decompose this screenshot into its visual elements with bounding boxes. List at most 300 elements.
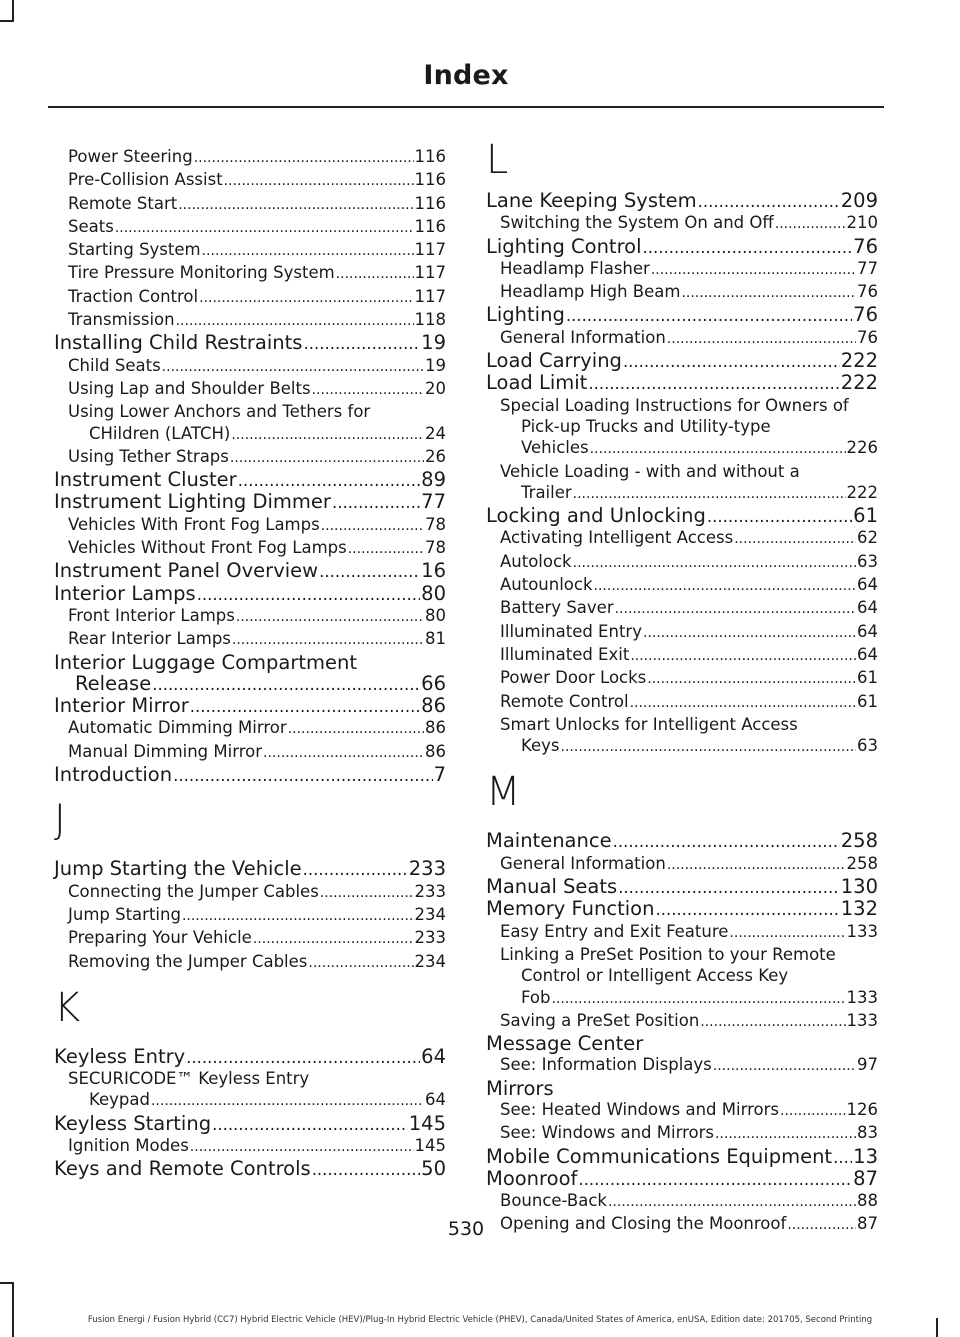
dot-leader xyxy=(630,693,856,714)
dot-leader xyxy=(236,607,424,628)
entry-label: Instrument Cluster xyxy=(54,468,237,492)
crop-mark-bottom-left-v xyxy=(12,1282,14,1337)
entry-page-number: 133 xyxy=(846,1010,878,1030)
entry-label: Keyless Starting xyxy=(54,1111,212,1135)
entry-label: Instrument Lighting Dimmer xyxy=(54,490,331,514)
index-entry[interactable] xyxy=(54,695,446,717)
entry-page-number: 145 xyxy=(408,1111,446,1135)
index-entry[interactable] xyxy=(486,898,878,920)
entry-page-number: 86 xyxy=(421,694,446,718)
entry-page-number: 26 xyxy=(425,446,446,466)
entry-label: Automatic Dimming Mirror xyxy=(68,718,287,738)
document-footer: Fusion Energi / Fusion Hybrid (CC7) Hybrid Electric Vehicle (HEV)/Plug-In Hybrid Electric Vehicle (PHEV), Canada/United States of America, enUSA, Edition date: 201705, Second Printing xyxy=(87,1315,873,1325)
entry-page-number: 80 xyxy=(421,581,446,605)
dot-leader xyxy=(190,696,420,717)
index-subentry[interactable] xyxy=(54,169,446,192)
entry-page-number: 234 xyxy=(414,951,446,971)
entry-label: Power Steering xyxy=(68,147,193,166)
dot-leader xyxy=(643,623,856,644)
page-title: Index xyxy=(423,60,509,91)
entry-label: Keys and Remote Controls xyxy=(54,1157,311,1181)
entry-label: Front Interior Lamps xyxy=(68,605,235,625)
entry-label: Keyless Entry xyxy=(54,1044,186,1068)
entry-page-number: 233 xyxy=(414,881,446,901)
dot-leader xyxy=(173,765,432,786)
index-section-letter: M xyxy=(486,769,521,816)
index-entry[interactable] xyxy=(54,764,446,786)
entry-label: See: Windows and Mirrors xyxy=(500,1123,714,1143)
dot-leader xyxy=(618,877,840,898)
entry-label: Manual Seats xyxy=(486,875,618,899)
index-subentry[interactable] xyxy=(54,262,446,285)
dot-leader xyxy=(199,288,413,309)
entry-label: Remote Start xyxy=(68,193,178,213)
index-subentry[interactable] xyxy=(486,1190,878,1213)
entry-page-number: 116 xyxy=(414,147,446,166)
entry-page-number: 78 xyxy=(425,538,446,558)
dot-leader xyxy=(303,333,420,354)
dot-leader xyxy=(707,506,852,527)
entry-page-number: 126 xyxy=(846,1099,878,1119)
index-subentry[interactable] xyxy=(486,482,878,505)
index-subentry[interactable] xyxy=(54,146,446,169)
index-subentry[interactable] xyxy=(54,423,446,446)
entry-page-number: 87 xyxy=(857,1214,878,1234)
index-subentry[interactable] xyxy=(54,1089,446,1112)
entry-label: Pre-Collision Assist xyxy=(68,170,223,190)
dot-leader xyxy=(162,357,424,378)
dot-leader xyxy=(303,859,408,880)
index-subentry[interactable] xyxy=(54,378,446,401)
entry-page-number: 64 xyxy=(857,598,878,618)
dot-leader xyxy=(253,929,414,950)
entry-page-number: 117 xyxy=(414,263,446,283)
dot-leader xyxy=(332,492,420,513)
index-entry[interactable] xyxy=(54,858,446,880)
entry-label: Load Limit xyxy=(486,371,588,395)
index-subentry[interactable] xyxy=(54,741,446,764)
dot-leader xyxy=(288,719,424,740)
dot-leader xyxy=(230,448,424,469)
entry-page-number: 130 xyxy=(840,875,878,899)
index-subentry[interactable] xyxy=(486,1010,878,1033)
entry-page-number: 86 xyxy=(425,741,446,761)
entry-label: Vehicles xyxy=(521,438,589,458)
index-heading-line: Using Lower Anchors and Tethers for xyxy=(68,402,371,422)
index-heading-line: Message Center xyxy=(486,1032,644,1056)
index-subentry[interactable] xyxy=(486,735,878,758)
entry-label: Rear Interior Lamps xyxy=(68,629,231,649)
index-subentry[interactable] xyxy=(54,193,446,216)
dot-leader xyxy=(667,855,846,876)
entry-label: Headlamp Flasher xyxy=(500,258,650,278)
index-subentry[interactable] xyxy=(486,1054,878,1077)
entry-page-number: 133 xyxy=(846,921,878,941)
entry-page-number: 61 xyxy=(857,691,878,711)
entry-label: Lighting Control xyxy=(486,234,642,258)
header-rule xyxy=(48,106,884,108)
entry-page-number: 19 xyxy=(425,355,446,375)
index-subentry[interactable] xyxy=(54,717,446,740)
dot-leader xyxy=(700,1012,845,1033)
index-heading-line: Linking a PreSet Position to your Remote xyxy=(500,944,836,964)
index-heading-line: Control or Intelligent Access Key xyxy=(521,966,789,986)
dot-leader xyxy=(152,674,420,695)
crop-mark-top-left-h xyxy=(0,20,14,22)
index-subentry[interactable] xyxy=(54,605,446,628)
dot-leader xyxy=(308,953,413,974)
entry-label: Release xyxy=(75,671,152,695)
index-entry[interactable] xyxy=(54,491,446,513)
entry-page-number: 210 xyxy=(846,213,878,233)
dot-leader xyxy=(320,883,414,904)
entry-page-number: 77 xyxy=(857,258,878,278)
entry-page-number: 13 xyxy=(853,1144,878,1168)
entry-label: Transmission xyxy=(68,310,175,330)
entry-page-number: 83 xyxy=(857,1123,878,1143)
index-subentry[interactable] xyxy=(54,309,446,332)
dot-leader xyxy=(573,553,856,574)
entry-label: Child Seats xyxy=(68,355,161,375)
entry-label: See: Information Displays xyxy=(500,1055,712,1075)
entry-label: Instrument Panel Overview xyxy=(54,559,319,583)
entry-label: Fob xyxy=(521,987,551,1007)
entry-label: Jump Starting the Vehicle xyxy=(54,857,302,881)
dot-leader xyxy=(186,1047,420,1068)
dot-leader xyxy=(561,737,856,758)
entry-page-number: 89 xyxy=(421,468,446,492)
index-entry[interactable] xyxy=(486,190,878,212)
entry-label: Autolock xyxy=(500,551,572,571)
entry-page-number: 76 xyxy=(857,327,878,347)
dot-leader xyxy=(615,599,856,620)
entry-label: Introduction xyxy=(54,763,173,787)
index-subentry[interactable] xyxy=(54,628,446,651)
dot-leader xyxy=(578,1169,852,1190)
dot-leader xyxy=(780,1101,846,1122)
entry-page-number: 116 xyxy=(414,170,446,190)
entry-page-number: 76 xyxy=(853,234,878,258)
dot-leader xyxy=(224,171,414,192)
index-subentry[interactable] xyxy=(486,987,878,1010)
entry-page-number: 258 xyxy=(846,853,878,873)
entry-page-number: 116 xyxy=(414,193,446,213)
entry-page-number: 116 xyxy=(414,216,446,236)
entry-label: Load Carrying xyxy=(486,349,622,373)
index-subentry[interactable] xyxy=(486,551,878,574)
dot-leader xyxy=(151,1091,424,1112)
dot-leader xyxy=(231,425,424,446)
entry-page-number: 64 xyxy=(857,644,878,664)
index-subentry[interactable] xyxy=(486,621,878,644)
index-subentry[interactable] xyxy=(54,1135,446,1158)
index-heading-line: Special Loading Instructions for Owners of xyxy=(500,395,849,415)
dot-leader xyxy=(698,191,840,212)
index-entry[interactable] xyxy=(486,505,878,527)
entry-label: Bounce-Back xyxy=(500,1191,607,1211)
entry-page-number: 233 xyxy=(408,857,446,881)
dot-leader xyxy=(734,529,856,550)
index-entry[interactable] xyxy=(486,236,878,258)
entry-label: Moonroof xyxy=(486,1166,578,1190)
dot-leader xyxy=(588,373,839,394)
index-subentry[interactable] xyxy=(54,216,446,239)
dot-leader xyxy=(613,831,840,852)
index-subentry[interactable] xyxy=(54,927,446,950)
dot-leader xyxy=(190,1137,414,1158)
entry-page-number: 63 xyxy=(857,736,878,756)
dot-leader xyxy=(312,380,424,401)
entry-label: Using Lap and Shoulder Belts xyxy=(68,378,311,398)
index-subentry[interactable] xyxy=(54,514,446,537)
entry-label: Manual Dimming Mirror xyxy=(68,741,263,761)
entry-label: General Information xyxy=(500,853,666,873)
dot-leader xyxy=(321,516,424,537)
page-number: 530 xyxy=(447,1218,485,1240)
dot-leader xyxy=(729,923,845,944)
entry-label: Interior Lamps xyxy=(54,581,196,605)
entry-label: Seats xyxy=(68,216,114,236)
entry-label: Keypad xyxy=(89,1090,150,1110)
entry-page-number: 226 xyxy=(846,438,878,458)
entry-label: Lighting xyxy=(486,303,565,327)
entry-label: Maintenance xyxy=(486,829,612,853)
dot-leader xyxy=(312,1159,420,1180)
index-subentry[interactable] xyxy=(54,537,446,560)
entry-page-number: 81 xyxy=(425,629,446,649)
dot-leader xyxy=(775,214,846,235)
dot-leader xyxy=(202,241,414,262)
index-heading-line: Smart Unlocks for Intelligent Access xyxy=(500,714,798,734)
index-entry[interactable] xyxy=(54,332,446,354)
dot-leader xyxy=(643,237,853,258)
entry-label: Removing the Jumper Cables xyxy=(68,951,308,971)
entry-page-number: 88 xyxy=(857,1191,878,1211)
entry-page-number: 78 xyxy=(425,514,446,534)
dot-leader xyxy=(713,1056,856,1077)
index-subentry[interactable] xyxy=(486,212,878,235)
entry-label: Headlamp High Beam xyxy=(500,282,681,302)
index-subentry[interactable] xyxy=(54,355,446,378)
dot-leader xyxy=(715,1124,856,1145)
index-section-letter: K xyxy=(54,984,81,1031)
entry-label: Vehicles With Front Fog Lamps xyxy=(68,514,320,534)
entry-label: Tire Pressure Monitoring System xyxy=(68,263,335,283)
crop-mark-bottom-left-h xyxy=(0,1282,14,1284)
entry-label: Connecting the Jumper Cables xyxy=(68,881,319,901)
index-subentry[interactable] xyxy=(486,691,878,714)
index-column-right xyxy=(486,138,878,1237)
dot-leader xyxy=(594,576,856,597)
entry-page-number: 16 xyxy=(421,559,446,583)
entry-label: Activating Intelligent Access xyxy=(500,528,734,548)
index-entry[interactable] xyxy=(54,583,446,605)
dot-leader xyxy=(667,329,856,350)
entry-label: Preparing Your Vehicle xyxy=(68,928,252,948)
entry-page-number: 24 xyxy=(425,423,446,443)
entry-label: Traction Control xyxy=(68,286,199,306)
index-subentry[interactable] xyxy=(486,437,878,460)
entry-label: Interior Mirror xyxy=(54,694,189,718)
dot-leader xyxy=(566,305,852,326)
entry-page-number: 62 xyxy=(857,528,878,548)
index-section-letter: J xyxy=(54,797,66,844)
index-subentry[interactable] xyxy=(486,327,878,350)
dot-leader xyxy=(623,351,840,372)
index-subentry[interactable] xyxy=(54,286,446,309)
entry-page-number: 61 xyxy=(853,504,878,528)
index-entry[interactable] xyxy=(486,372,878,394)
index-subentry[interactable] xyxy=(54,446,446,469)
entry-page-number: 87 xyxy=(853,1166,878,1190)
index-subentry[interactable] xyxy=(486,597,878,620)
index-subentry[interactable] xyxy=(486,574,878,597)
entry-label: See: Heated Windows and Mirrors xyxy=(500,1099,779,1119)
entry-page-number: 64 xyxy=(425,1090,446,1110)
entry-page-number: 132 xyxy=(840,897,878,921)
dot-leader xyxy=(115,218,414,239)
index-subentry[interactable] xyxy=(486,527,878,550)
entry-label: CHildren (LATCH) xyxy=(89,423,231,443)
entry-page-number: 76 xyxy=(857,282,878,302)
entry-label: Vehicles Without Front Fog Lamps xyxy=(68,538,347,558)
entry-page-number: 117 xyxy=(414,240,446,260)
dot-leader xyxy=(590,439,846,460)
entry-label: Locking and Unlocking xyxy=(486,504,706,528)
entry-label: Mobile Communications Equipment xyxy=(486,1144,833,1168)
index-heading-line: Mirrors xyxy=(486,1076,554,1100)
entry-page-number: 20 xyxy=(425,378,446,398)
entry-label: Autounlock xyxy=(500,575,593,595)
index-subentry[interactable] xyxy=(54,881,446,904)
index-subentry[interactable] xyxy=(486,1122,878,1145)
index-subentry[interactable] xyxy=(486,853,878,876)
index-entry[interactable] xyxy=(486,876,878,898)
index-heading-line: Vehicle Loading - with and without a xyxy=(500,461,800,481)
entry-label: Starting System xyxy=(68,240,201,260)
entry-label: Switching the System On and Off xyxy=(500,213,774,233)
index-subentry[interactable] xyxy=(486,667,878,690)
dot-leader xyxy=(348,539,424,560)
entry-page-number: 64 xyxy=(857,621,878,641)
index-subentry[interactable] xyxy=(486,258,878,281)
entry-page-number: 233 xyxy=(414,928,446,948)
entry-page-number: 64 xyxy=(857,575,878,595)
dot-leader xyxy=(573,484,846,505)
entry-label: Jump Starting xyxy=(68,904,181,924)
entry-page-number: 66 xyxy=(421,671,446,695)
entry-label: Opening and Closing the Moonroof xyxy=(500,1214,787,1234)
index-heading-line: Interior Luggage Compartment xyxy=(54,650,358,674)
index-subentry[interactable] xyxy=(54,904,446,927)
dot-leader xyxy=(833,1147,852,1168)
entry-label: Lane Keeping System xyxy=(486,189,697,212)
index-entry[interactable] xyxy=(54,1158,446,1180)
dot-leader xyxy=(551,989,845,1010)
dot-leader xyxy=(238,470,420,491)
index-heading-line: SECURICODE™ Keyless Entry xyxy=(68,1069,310,1089)
entry-label: Power Door Locks xyxy=(500,668,647,688)
index-heading-line: Pick-up Trucks and Utility-type xyxy=(521,416,771,436)
index-section-letter: L xyxy=(486,137,509,183)
crop-mark-top-left-v xyxy=(12,0,14,22)
entry-page-number: 80 xyxy=(425,605,446,625)
index-subentry[interactable] xyxy=(54,239,446,262)
index-subentry[interactable] xyxy=(486,921,878,944)
dot-leader xyxy=(212,1114,408,1135)
entry-label: Keys xyxy=(521,736,560,756)
dot-leader xyxy=(630,646,856,667)
index-entry[interactable] xyxy=(486,1168,878,1190)
index-entry[interactable] xyxy=(54,560,446,582)
index-entry[interactable] xyxy=(486,350,878,372)
entry-page-number: 117 xyxy=(414,286,446,306)
entry-page-number: 61 xyxy=(857,668,878,688)
dot-leader xyxy=(176,311,414,332)
entry-page-number: 133 xyxy=(846,987,878,1007)
index-subentry[interactable] xyxy=(486,644,878,667)
dot-leader xyxy=(263,743,424,764)
index-entry[interactable] xyxy=(486,304,878,326)
entry-label: Memory Function xyxy=(486,897,655,921)
entry-page-number: 86 xyxy=(425,718,446,738)
entry-page-number: 50 xyxy=(421,1157,446,1181)
entry-label: Illuminated Entry xyxy=(500,621,642,641)
entry-label: General Information xyxy=(500,327,666,347)
index-subentry[interactable] xyxy=(54,951,446,974)
entry-page-number: 222 xyxy=(840,349,878,373)
dot-leader xyxy=(194,148,414,169)
entry-page-number: 222 xyxy=(840,371,878,395)
index-subentry[interactable] xyxy=(486,1099,878,1122)
dot-leader xyxy=(655,899,839,920)
entry-label: Remote Control xyxy=(500,691,629,711)
entry-page-number: 222 xyxy=(846,482,878,502)
entry-label: Saving a PreSet Position xyxy=(500,1010,700,1030)
dot-leader xyxy=(197,584,420,605)
dot-leader xyxy=(651,260,856,281)
entry-page-number: 258 xyxy=(840,829,878,853)
entry-label: Installing Child Restraints xyxy=(54,331,303,355)
index-entry[interactable] xyxy=(54,673,446,695)
entry-label: Battery Saver xyxy=(500,598,614,618)
dot-leader xyxy=(647,669,856,690)
dot-leader xyxy=(608,1192,856,1213)
entry-page-number: 97 xyxy=(857,1055,878,1075)
index-entry[interactable] xyxy=(54,1046,446,1068)
entry-page-number: 76 xyxy=(853,303,878,327)
entry-label: Illuminated Exit xyxy=(500,644,630,664)
entry-label: Using Tether Straps xyxy=(68,446,229,466)
dot-leader xyxy=(232,630,424,651)
index-entry[interactable] xyxy=(54,469,446,491)
index-subentry[interactable] xyxy=(486,281,878,304)
entry-label: Ignition Modes xyxy=(68,1135,189,1155)
index-entry[interactable] xyxy=(486,1146,878,1168)
entry-page-number: 7 xyxy=(433,763,446,787)
entry-page-number: 64 xyxy=(421,1044,446,1068)
index-column-left xyxy=(54,146,446,1181)
entry-page-number: 77 xyxy=(421,490,446,514)
entry-page-number: 118 xyxy=(414,310,446,330)
index-entry[interactable] xyxy=(54,1113,446,1135)
index-entry[interactable] xyxy=(486,830,878,852)
entry-page-number: 234 xyxy=(414,904,446,924)
dot-leader xyxy=(319,561,420,582)
entry-page-number: 145 xyxy=(414,1135,446,1155)
entry-label: Trailer xyxy=(521,482,572,502)
dot-leader xyxy=(336,264,414,285)
